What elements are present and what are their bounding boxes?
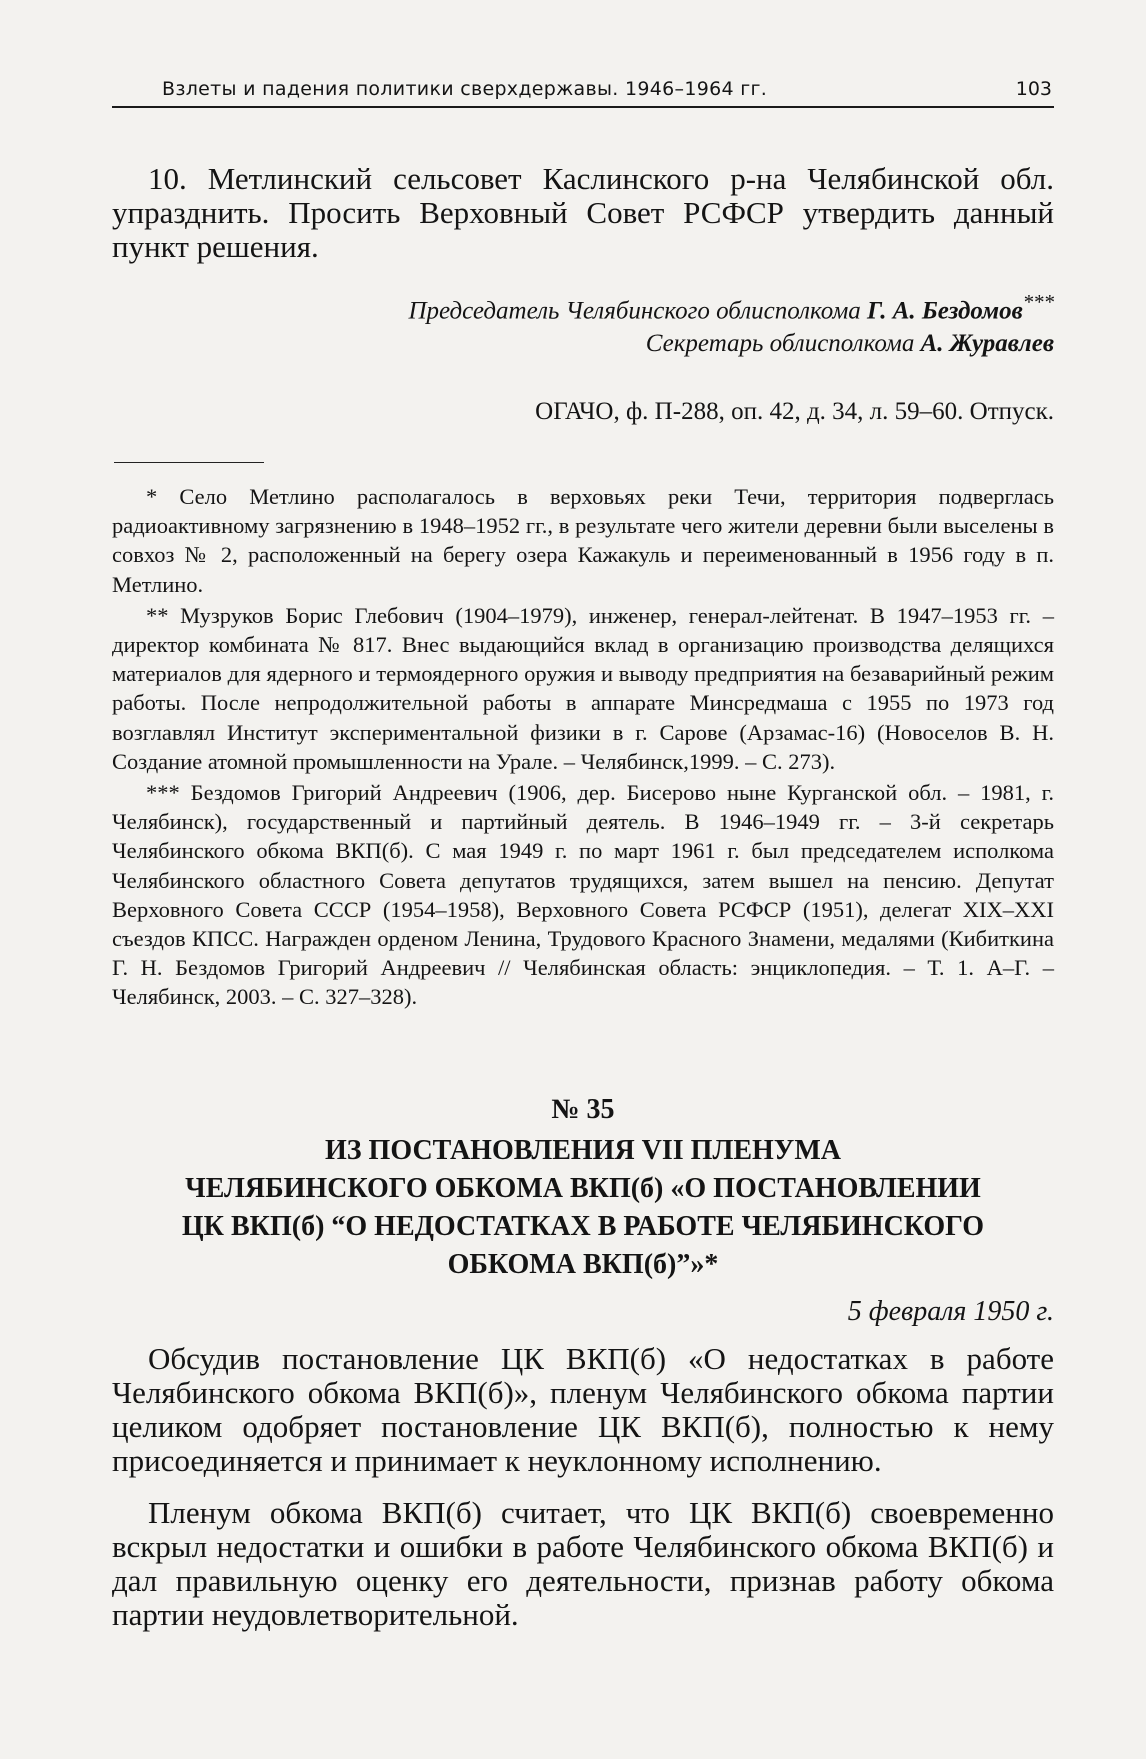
signature-position: Секретарь облисполкома	[645, 330, 921, 357]
footnote-3: *** Бездомов Григорий Андреевич (1906, дер. Бисерово ныне Курганской обл. – 1981, г. Челябинск), государственный и партийный деятель. В 1946–1949 гг. – 3-й секретарь Челябинского обкома ВКП(б). С мая 1949 г. по март 1961 г. был председателем исполкома Челябинского областного Совета депутатов трудящихся, затем вышел на пенсию. Депутат Верховного Совета СССР (1954–1958), Верховного Совета РСФСР (1951), делегат XIX–XXI съездов КПСС. Награжден орденом Ленина, Трудового Красного Знамени, медалями (Кибиткина Г. Н. Бездомов Григорий Андреевич // Челябинская область: энциклопедия. – Т. 1. А–Г. – Челябинск, 2003. – С. 327–328).	[112, 780, 1054, 1010]
footnote-2: ** Музруков Борис Глебович (1904–1979), инженер, генерал-лейтенат. В 1947–1953 гг. – директор комбината № 817. Внес выдающийся вклад в организацию производства делящихся материалов для ядерного и термоядерного оружия и выводу предприятия на безаварийный режим работы. После непродолжительной работы в аппарате Минсредмаша с 1955 по 1973 год возглавлял Институт экспериментальной физики в г. Сарове (Арзамас-16) (Новоселов В. Н. Создание атомной промышленности на Урале. – Челябинск,1999. – С. 273).	[112, 602, 1054, 774]
footnotes	[112, 482, 1054, 1014]
document-title-line: ЧЕЛЯБИНСКОГО ОБКОМА ВКП(б) «О ПОСТАНОВЛЕНИИ	[185, 1173, 981, 1204]
document-title-line: ЦК ВКП(б) “О НЕДОСТАТКАХ В РАБОТЕ ЧЕЛЯБИНСКОГО	[181, 1211, 985, 1242]
archive-reference: ОГАЧО, ф. П-288, оп. 42, д. 34, л. 59–60. Отпуск.	[535, 398, 1054, 425]
document-title	[112, 1132, 1054, 1284]
running-head	[112, 76, 1054, 108]
main-paragraph-2: Пленум обкома ВКП(б) считает, что ЦК ВКП(б) своевременно вскрыл недостатки и ошибки в работе Челябинского обкома ВКП(б) и дал правильную оценку его деятельности, признав работу обкома партии неудовлетворительной.	[112, 1495, 1054, 1632]
running-head-title: Взлеты и падения политики сверхдержавы. 1946–1964 гг.	[162, 78, 768, 100]
document-title-line: ИЗ ПОСТАНОВЛЕНИЯ VII ПЛЕНУМА	[325, 1135, 841, 1166]
signature-name: Г. А. Бездомов	[867, 297, 1023, 325]
signature-chairman	[112, 290, 1054, 325]
item-10-paragraph: 10. Метлинский сельсовет Каслинского р-на Челябинской обл. упразднить. Просить Верховный Совет РСФСР утвердить данный пункт решения.	[112, 161, 1054, 264]
signature-name: А. Журавлев	[920, 330, 1054, 357]
document-title-line: ОБКОМА ВКП(б)”»*	[447, 1249, 719, 1280]
signature-secretary	[112, 330, 1054, 358]
page-number: 103	[1015, 78, 1052, 100]
document-date: 5 февраля 1950 г.	[847, 1296, 1054, 1327]
footnote-marker: ***	[1022, 290, 1054, 314]
main-paragraph-1: Обсудив постановление ЦК ВКП(б) «О недостатках в работе Челябинского обкома ВКП(б)», пленум Челябинского обкома партии целиком одобряет постановление ЦК ВКП(б), полностью к нему присоединяется и принимает к неуклонному исполнению.	[112, 1341, 1054, 1478]
footnote-divider	[114, 462, 264, 463]
signature-position: Председатель Челябинского облисполкома	[408, 297, 868, 325]
footnote-1: * Село Метлино располагалось в верховьях реки Течи, территория подверглась радиоактивному загрязнению в 1948–1952 гг., в результате чего жители деревни были выселены в совхоз № 2, расположенный на берегу озера Кажакуль и переименованный в 1956 году в п. Метлино.	[112, 484, 1054, 597]
document-number: № 35	[551, 1094, 615, 1125]
